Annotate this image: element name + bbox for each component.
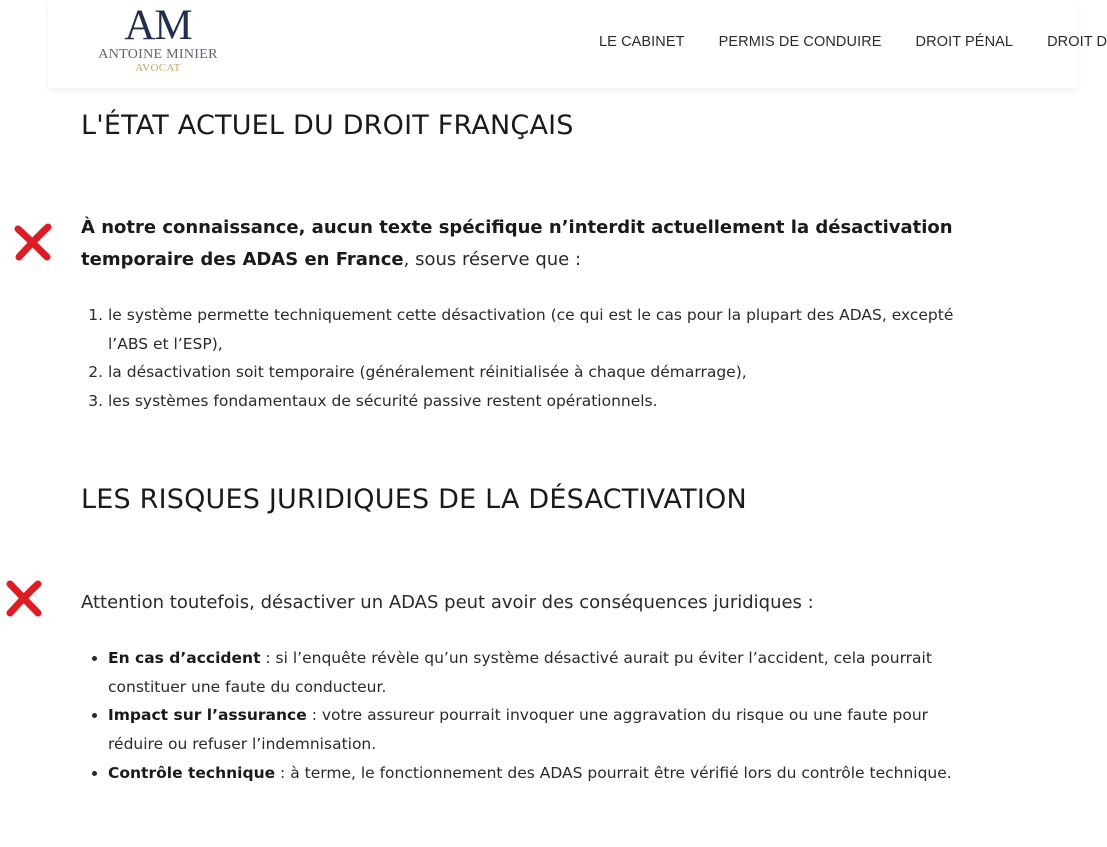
intro-bold-statement: À notre connaissance, aucun texte spécifique n’interdit actuellement la désactivation temporaire des ADAS en France bbox=[81, 217, 953, 270]
list-item-text: : votre assureur pourrait invoquer une aggravation du risque ou une faute pour réduire ou refuser l’indemnisation. bbox=[108, 706, 929, 754]
section-intro bbox=[81, 212, 981, 276]
list-item: 1. le système permette techniquement cette désactivation (ce qui est le cas pour la plupart des ADAS, excepté l’ABS et l’ESP), bbox=[108, 301, 968, 358]
red-cross-icon bbox=[11, 220, 55, 264]
list-item-term: Contrôle technique bbox=[108, 763, 276, 782]
section-title-etat-actuel: L'ÉTAT ACTUEL DU DROIT FRANÇAIS bbox=[81, 110, 574, 141]
risks-list bbox=[108, 644, 968, 788]
list-item-text: : à terme, le fonctionnement des ADAS pourrait être vérifié lors du contrôle technique. bbox=[275, 763, 952, 782]
nav-droit-penal[interactable]: DROIT PÉNAL bbox=[915, 34, 1014, 50]
list-item-text: : si l’enquête révèle qu’un système désactivé aurait pu éviter l’accident, cela pourrait constituer une faute du conducteur. bbox=[108, 649, 932, 696]
list-item bbox=[108, 759, 968, 788]
list-item-term: En cas d’accident bbox=[108, 649, 261, 667]
list-item: 3. les systèmes fondamentaux de sécurité passive restent opérationnels. bbox=[108, 387, 968, 416]
conditions-list bbox=[108, 301, 968, 416]
logo-name: ANTOINE MINIER bbox=[98, 47, 218, 62]
intro-continuation: , sous réserve que : bbox=[403, 249, 582, 270]
nav-le-cabinet[interactable]: LE CABINET bbox=[599, 34, 685, 50]
nav-permis-de-conduire[interactable]: PERMIS DE CONDUIRE bbox=[718, 34, 882, 50]
logo-subtitle: AVOCAT bbox=[135, 62, 181, 74]
list-item: 2. la désactivation soit temporaire (généralement réinitialisée à chaque démarrage), bbox=[108, 358, 968, 387]
section-warning: Attention toutefois, désactiver un ADAS peut avoir des conséquences juridiques : bbox=[81, 592, 814, 613]
list-item bbox=[108, 644, 968, 701]
red-cross-icon bbox=[2, 576, 46, 620]
nav-droit-truncated[interactable]: DROIT D bbox=[1047, 34, 1107, 50]
list-item-term: Impact sur l’assurance bbox=[108, 706, 307, 725]
section-title-risques-juridiques: LES RISQUES JURIDIQUES DE LA DÉSACTIVATION bbox=[81, 484, 747, 515]
list-item bbox=[108, 701, 968, 758]
logo-monogram: AM bbox=[124, 2, 192, 49]
